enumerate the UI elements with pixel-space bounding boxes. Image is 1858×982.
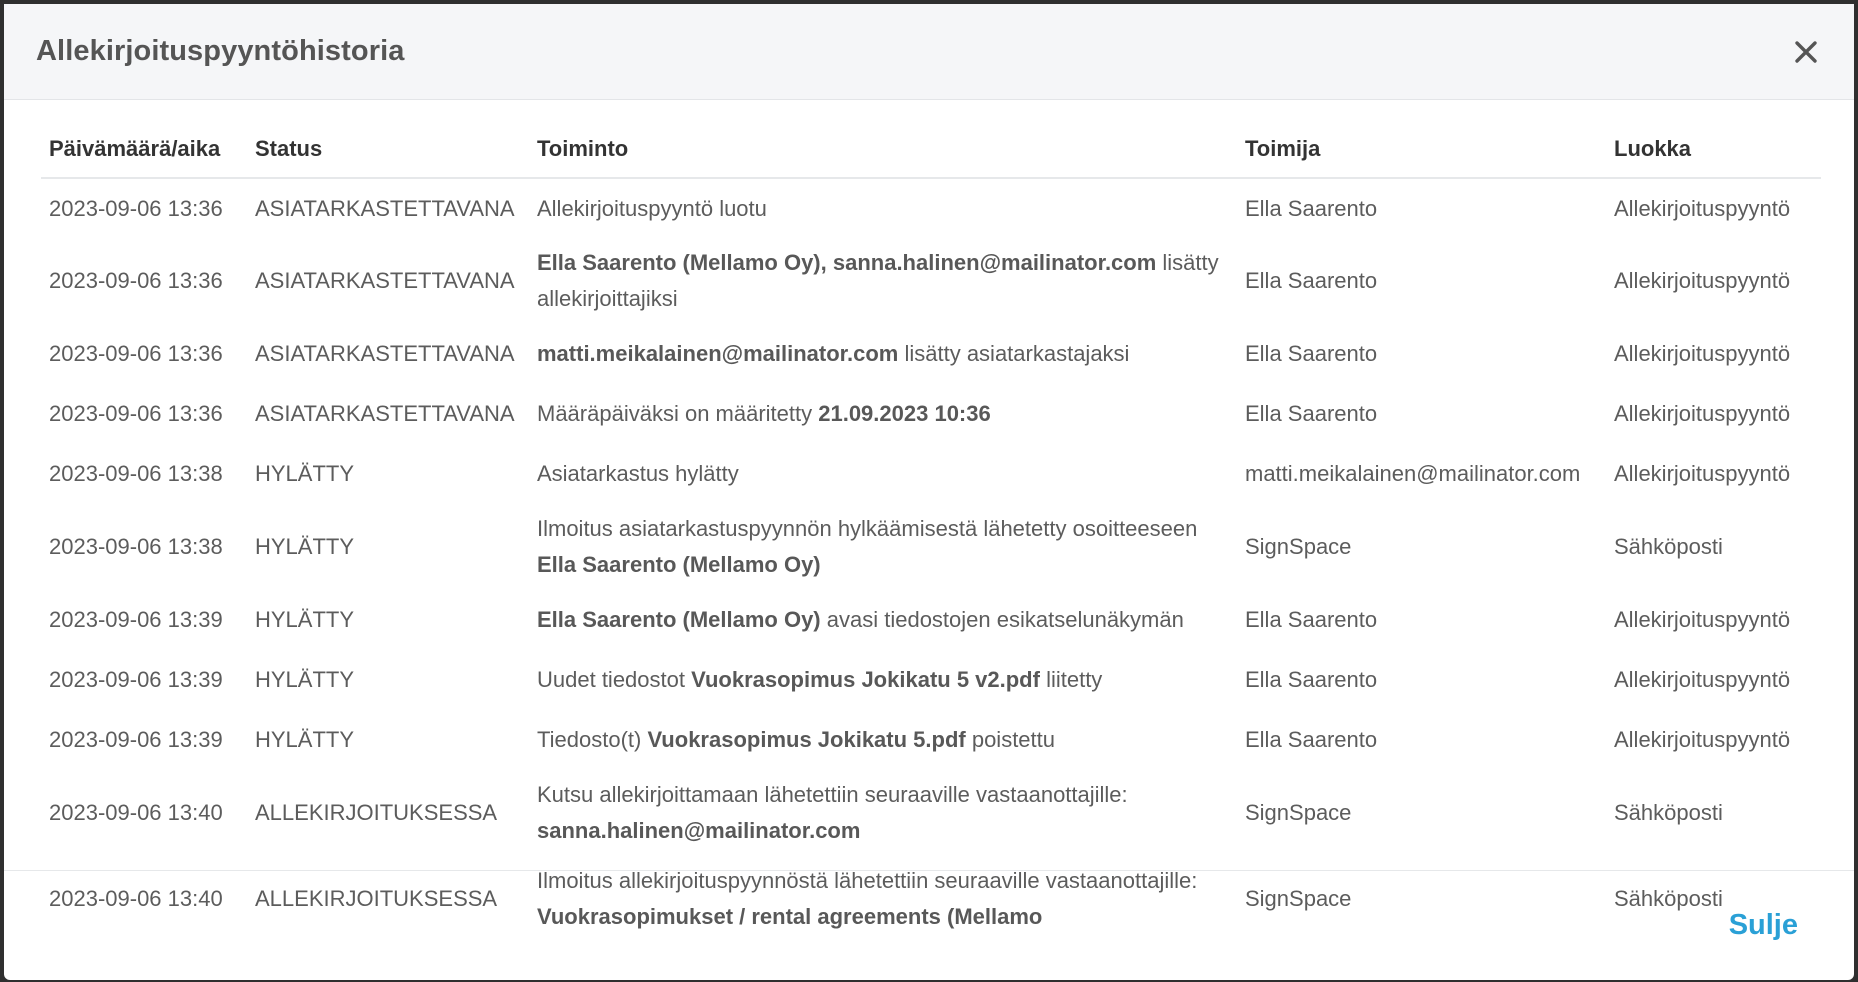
cell-class: Allekirjoituspyyntö (1614, 341, 1791, 366)
action-text: Määräpäiväksi on määritetty (537, 401, 819, 426)
cell-date: 2023-09-06 13:39 (49, 727, 223, 752)
cell-date: 2023-09-06 13:36 (49, 195, 223, 221)
cell-action (529, 238, 1237, 324)
cell-actor: SignSpace (1245, 534, 1352, 559)
table-row (41, 650, 1821, 710)
table-row (41, 590, 1821, 650)
action-text: poistettu (965, 727, 1055, 752)
cell-action (529, 590, 1237, 650)
cell-class: Sähköposti (1614, 886, 1723, 911)
cell-date: 2023-09-06 13:40 (49, 886, 223, 911)
cell-status: HYLÄTTY (255, 534, 355, 559)
cell-action (529, 444, 1237, 504)
action-highlight: sanna.halinen@mailinator.com (537, 818, 861, 843)
cell-class: Allekirjoituspyyntö (1614, 268, 1791, 293)
action-highlight: matti.meikalainen@mailinator.com (537, 341, 899, 366)
cell-actor: Ella Saarento (1245, 607, 1378, 632)
close-icon (1794, 40, 1818, 64)
cell-actor: Ella Saarento (1245, 268, 1378, 293)
action-highlight: Ella Saarento (Mellamo Oy) (537, 607, 821, 632)
cell-status: ASIATARKASTETTAVANA (255, 401, 515, 426)
cell-action (529, 178, 1237, 238)
action-text: Kutsu allekirjoittamaan lähetettiin seuraaville vastaanottajille: (537, 782, 1128, 807)
column-header-date: Päivämäärä/aika (41, 120, 247, 178)
cell-actor: SignSpace (1245, 886, 1352, 911)
history-modal (4, 4, 1854, 980)
action-text: avasi tiedostojen esikatselunäkymän (820, 607, 1184, 632)
action-text: Allekirjoituspyyntö luotu (537, 195, 767, 221)
action-text: Uudet tiedostot (537, 667, 692, 692)
cell-class: Allekirjoituspyyntö (1614, 461, 1791, 486)
cell-status: ASIATARKASTETTAVANA (255, 195, 515, 221)
cell-action (529, 856, 1237, 942)
table-row (41, 770, 1821, 856)
cell-actor: Ella Saarento (1245, 727, 1378, 752)
cell-class: Allekirjoituspyyntö (1614, 607, 1791, 632)
cell-actor: matti.meikalainen@mailinator.com (1245, 461, 1581, 486)
cell-class: Allekirjoituspyyntö (1614, 727, 1791, 752)
table-row (41, 178, 1821, 238)
table-row (41, 324, 1821, 384)
action-text: lisätty asiatarkastajaksi (898, 341, 1130, 366)
close-icon-button[interactable] (1786, 32, 1826, 72)
action-highlight: 21.09.2023 10:36 (818, 401, 991, 426)
action-text: Tiedosto(t) (537, 727, 648, 752)
cell-class: Allekirjoituspyyntö (1614, 401, 1791, 426)
table-body (41, 178, 1821, 942)
modal-header (4, 4, 1854, 100)
cell-status: ALLEKIRJOITUKSESSA (255, 886, 498, 911)
cell-date: 2023-09-06 13:40 (49, 800, 223, 825)
cell-class: Sähköposti (1614, 800, 1723, 825)
column-header-actor: Toimija (1237, 120, 1606, 178)
cell-status: HYLÄTTY (255, 607, 355, 632)
close-button[interactable]: Sulje (1728, 909, 1798, 941)
cell-action (529, 710, 1237, 770)
cell-date: 2023-09-06 13:38 (49, 534, 223, 559)
cell-status: ASIATARKASTETTAVANA (255, 268, 515, 293)
table-row (41, 856, 1821, 942)
cell-status: ASIATARKASTETTAVANA (255, 341, 515, 366)
cell-class: Allekirjoituspyyntö (1614, 667, 1791, 692)
cell-action (529, 384, 1237, 444)
cell-class: Allekirjoituspyyntö (1614, 195, 1791, 221)
table-row (41, 444, 1821, 504)
action-highlight: Vuokrasopimus Jokikatu 5 v2.pdf (691, 667, 1040, 692)
table-row (41, 710, 1821, 770)
action-text: Asiatarkastus hylätty (537, 461, 739, 486)
cell-status: ALLEKIRJOITUKSESSA (255, 800, 498, 825)
column-header-action: Toiminto (529, 120, 1237, 178)
cell-action (529, 770, 1237, 856)
column-header-status: Status (247, 120, 529, 178)
action-highlight: Ella Saarento (Mellamo Oy) (537, 552, 821, 577)
cell-date: 2023-09-06 13:36 (49, 401, 223, 426)
action-text: Ilmoitus asiatarkastuspyynnön hylkäämisestä lähetetty osoitteeseen (537, 516, 1198, 541)
cell-action (529, 650, 1237, 710)
cell-status: HYLÄTTY (255, 461, 355, 486)
action-highlight: Ella Saarento (Mellamo Oy), sanna.halinen@mailinator.com (537, 250, 1157, 275)
action-highlight: Vuokrasopimukset / rental agreements (Mellamo (537, 904, 1043, 929)
cell-status: HYLÄTTY (255, 667, 355, 692)
action-text: lisätty allekirjoittajiksi (537, 250, 1219, 311)
modal-title: Allekirjoituspyyntöhistoria (36, 35, 405, 67)
table-header (41, 120, 1821, 178)
cell-actor: Ella Saarento (1245, 401, 1378, 426)
cell-class: Sähköposti (1614, 534, 1723, 559)
cell-date: 2023-09-06 13:36 (49, 341, 223, 366)
cell-actor: Ella Saarento (1245, 341, 1378, 366)
cell-action (529, 504, 1237, 590)
cell-date: 2023-09-06 13:39 (49, 607, 223, 632)
history-table (41, 120, 1821, 942)
action-highlight: Vuokrasopimus Jokikatu 5.pdf (647, 727, 966, 752)
cell-date: 2023-09-06 13:38 (49, 461, 223, 486)
cell-actor: Ella Saarento (1245, 195, 1378, 221)
table-row (41, 384, 1821, 444)
table-row (41, 504, 1821, 590)
cell-actor: SignSpace (1245, 800, 1352, 825)
cell-actor: Ella Saarento (1245, 667, 1378, 692)
cell-date: 2023-09-06 13:36 (49, 268, 223, 293)
column-header-class: Luokka (1606, 120, 1821, 178)
action-text: liitetty (1039, 667, 1103, 692)
table-row (41, 238, 1821, 324)
cell-action (529, 324, 1237, 384)
action-text: Ilmoitus allekirjoituspyynnöstä lähetettiin seuraaville vastaanottajille: (537, 868, 1198, 893)
cell-status: HYLÄTTY (255, 727, 355, 752)
cell-date: 2023-09-06 13:39 (49, 667, 223, 692)
